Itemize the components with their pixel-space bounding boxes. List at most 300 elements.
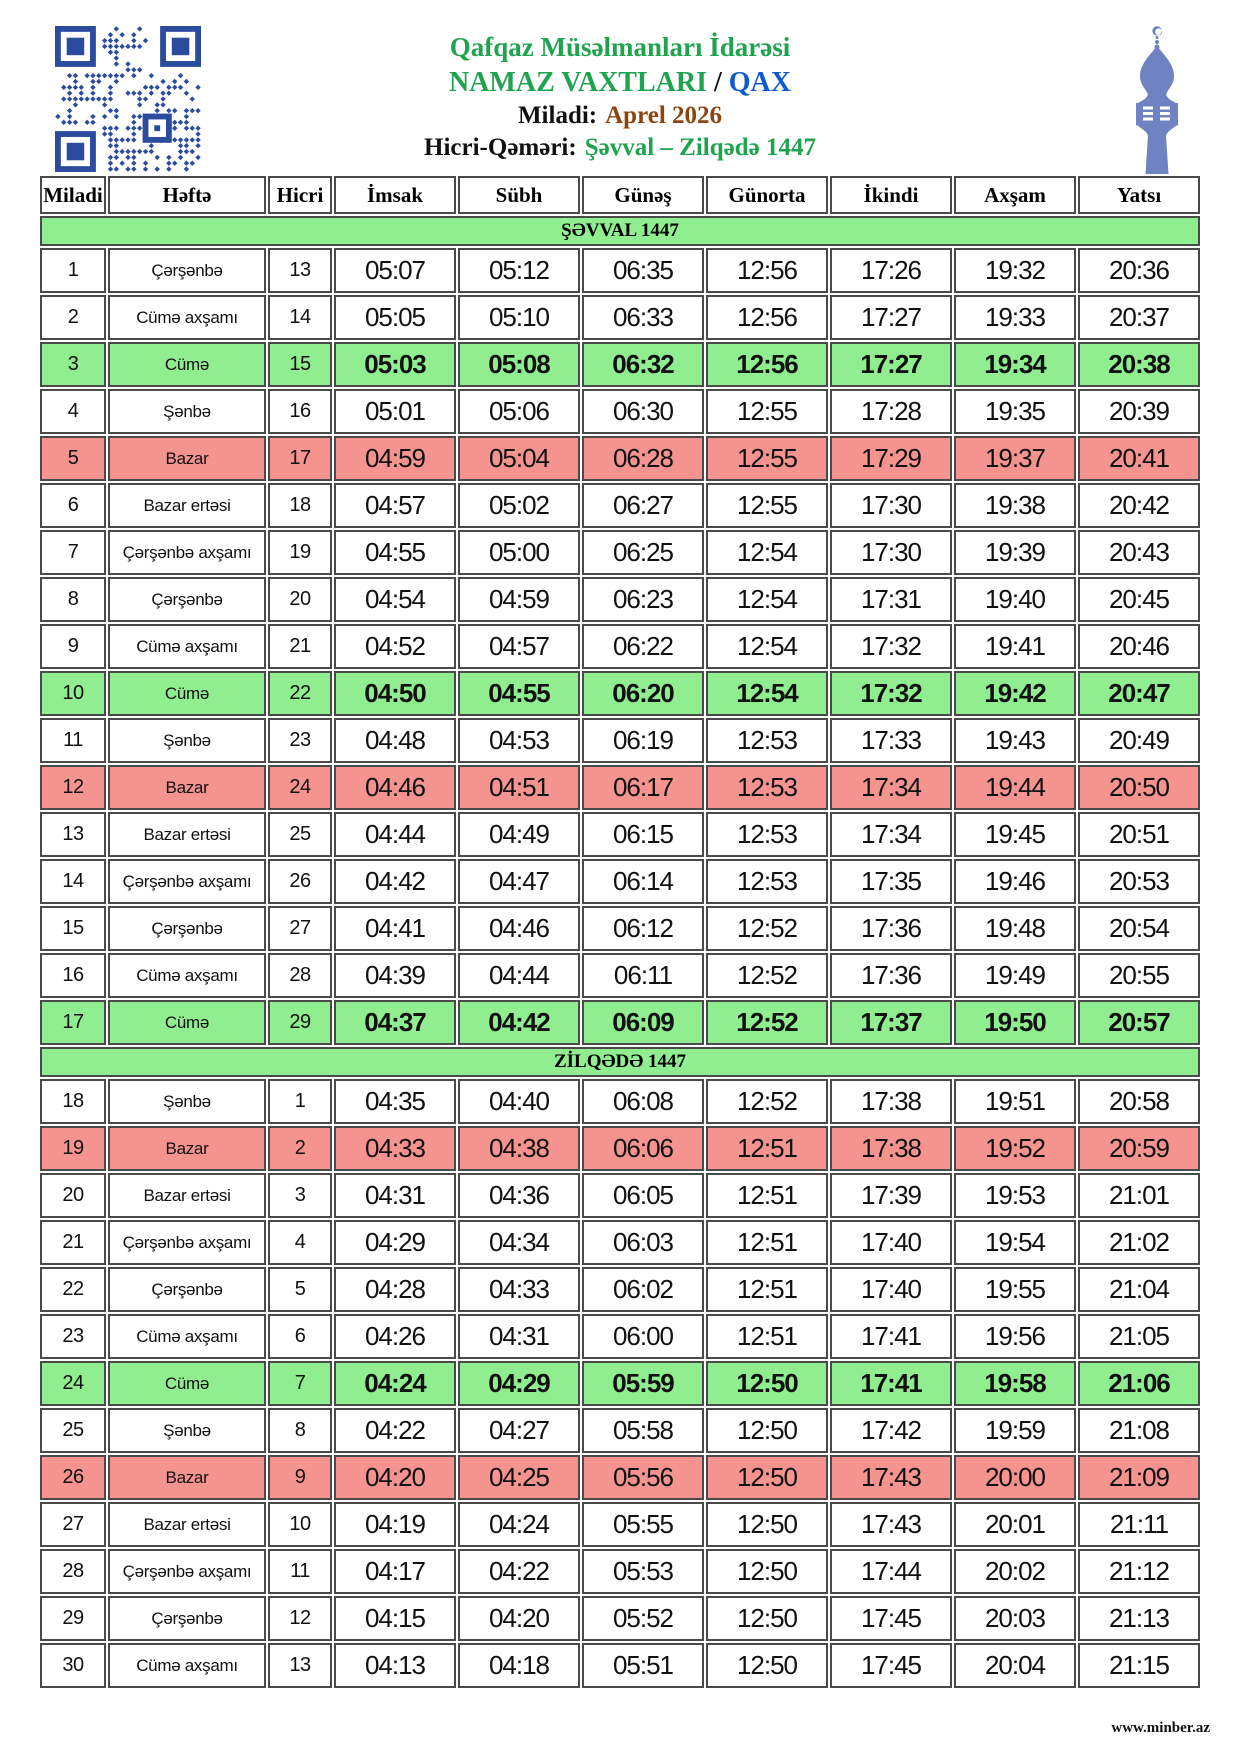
cell-hicri: 10 <box>268 1502 332 1547</box>
hicri-line <box>0 132 1240 164</box>
cell-miladi: 19 <box>40 1126 106 1171</box>
cell-imsak: 04:37 <box>334 1000 456 1045</box>
cell-ikindi: 17:28 <box>830 389 952 434</box>
cell-miladi: 10 <box>40 671 106 716</box>
miladi-value: Aprel 2026 <box>605 102 723 130</box>
cell-hefte: Şənbə <box>108 1408 266 1453</box>
header <box>0 0 1240 174</box>
cell-miladi: 15 <box>40 906 106 951</box>
cell-subh: 05:00 <box>458 530 580 575</box>
cell-miladi: 23 <box>40 1314 106 1359</box>
cell-hefte: Bazar ertəsi <box>108 812 266 857</box>
cell-gunorta: 12:53 <box>706 765 828 810</box>
cell-miladi: 21 <box>40 1220 106 1265</box>
cell-miladi: 9 <box>40 624 106 669</box>
cell-axsam: 19:35 <box>954 389 1076 434</box>
cell-subh: 04:33 <box>458 1267 580 1312</box>
table-row <box>40 342 1200 387</box>
cell-imsak: 04:59 <box>334 436 456 481</box>
cell-imsak: 04:42 <box>334 859 456 904</box>
cell-imsak: 04:19 <box>334 1502 456 1547</box>
cell-axsam: 19:56 <box>954 1314 1076 1359</box>
cell-miladi: 25 <box>40 1408 106 1453</box>
cell-axsam: 19:41 <box>954 624 1076 669</box>
cell-subh: 04:18 <box>458 1643 580 1688</box>
cell-ikindi: 17:43 <box>830 1455 952 1500</box>
cell-ikindi: 17:44 <box>830 1549 952 1594</box>
table-row <box>40 1267 1200 1312</box>
cell-yatsi: 20:42 <box>1078 483 1200 528</box>
cell-gunes: 06:23 <box>582 577 704 622</box>
cell-yatsi: 21:05 <box>1078 1314 1200 1359</box>
cell-gunorta: 12:54 <box>706 671 828 716</box>
column-header-yats-: Yatsı <box>1078 176 1200 214</box>
cell-hicri: 23 <box>268 718 332 763</box>
miladi-line <box>0 100 1240 132</box>
cell-ikindi: 17:41 <box>830 1361 952 1406</box>
cell-hicri: 17 <box>268 436 332 481</box>
cell-gunes: 06:20 <box>582 671 704 716</box>
column-header-ax-am: Axşam <box>954 176 1076 214</box>
cell-gunes: 06:35 <box>582 248 704 293</box>
cell-subh: 04:24 <box>458 1502 580 1547</box>
cell-imsak: 04:22 <box>334 1408 456 1453</box>
cell-hicri: 24 <box>268 765 332 810</box>
table-row <box>40 1314 1200 1359</box>
cell-imsak: 04:26 <box>334 1314 456 1359</box>
table-row <box>40 1549 1200 1594</box>
cell-yatsi: 20:53 <box>1078 859 1200 904</box>
cell-hicri: 26 <box>268 859 332 904</box>
table-row <box>40 1000 1200 1045</box>
cell-ikindi: 17:38 <box>830 1079 952 1124</box>
cell-yatsi: 20:50 <box>1078 765 1200 810</box>
cell-imsak: 04:57 <box>334 483 456 528</box>
cell-hicri: 3 <box>268 1173 332 1218</box>
cell-miladi: 22 <box>40 1267 106 1312</box>
table-row <box>40 953 1200 998</box>
cell-ikindi: 17:33 <box>830 718 952 763</box>
cell-axsam: 19:53 <box>954 1173 1076 1218</box>
title-separator: / <box>707 66 729 98</box>
cell-gunorta: 12:52 <box>706 1079 828 1124</box>
table-row <box>40 812 1200 857</box>
cell-axsam: 19:39 <box>954 530 1076 575</box>
table-row <box>40 1079 1200 1124</box>
cell-ikindi: 17:36 <box>830 906 952 951</box>
cell-imsak: 04:50 <box>334 671 456 716</box>
cell-imsak: 04:28 <box>334 1267 456 1312</box>
cell-imsak: 05:05 <box>334 295 456 340</box>
cell-imsak: 04:54 <box>334 577 456 622</box>
cell-gunes: 06:12 <box>582 906 704 951</box>
cell-yatsi: 20:38 <box>1078 342 1200 387</box>
cell-subh: 04:31 <box>458 1314 580 1359</box>
table-row <box>40 1643 1200 1688</box>
table-row <box>40 1173 1200 1218</box>
table-row <box>40 295 1200 340</box>
column-header-s-bh: Sübh <box>458 176 580 214</box>
cell-imsak: 04:31 <box>334 1173 456 1218</box>
cell-miladi: 12 <box>40 765 106 810</box>
cell-subh: 04:59 <box>458 577 580 622</box>
cell-miladi: 4 <box>40 389 106 434</box>
cell-yatsi: 20:51 <box>1078 812 1200 857</box>
cell-axsam: 19:46 <box>954 859 1076 904</box>
cell-subh: 05:12 <box>458 248 580 293</box>
cell-ikindi: 17:34 <box>830 765 952 810</box>
cell-axsam: 19:59 <box>954 1408 1076 1453</box>
cell-gunes: 06:15 <box>582 812 704 857</box>
cell-imsak: 05:07 <box>334 248 456 293</box>
cell-ikindi: 17:37 <box>830 1000 952 1045</box>
cell-axsam: 19:48 <box>954 906 1076 951</box>
cell-axsam: 19:33 <box>954 295 1076 340</box>
cell-yatsi: 21:06 <box>1078 1361 1200 1406</box>
cell-hefte: Cümə <box>108 1000 266 1045</box>
cell-hefte: Çərşənbə <box>108 906 266 951</box>
cell-hefte: Cümə axşamı <box>108 624 266 669</box>
column-header-miladi: Miladi <box>40 176 106 214</box>
cell-hicri: 19 <box>268 530 332 575</box>
cell-miladi: 14 <box>40 859 106 904</box>
cell-axsam: 19:38 <box>954 483 1076 528</box>
hicri-label: Hicri-Qəməri: <box>424 134 577 162</box>
cell-ikindi: 17:38 <box>830 1126 952 1171</box>
cell-hefte: Çərşənbə axşamı <box>108 1549 266 1594</box>
cell-hicri: 14 <box>268 295 332 340</box>
cell-gunorta: 12:52 <box>706 906 828 951</box>
cell-axsam: 19:40 <box>954 577 1076 622</box>
table-row <box>40 1126 1200 1171</box>
cell-ikindi: 17:40 <box>830 1220 952 1265</box>
cell-hicri: 25 <box>268 812 332 857</box>
cell-gunorta: 12:55 <box>706 483 828 528</box>
cell-gunorta: 12:50 <box>706 1596 828 1641</box>
cell-gunorta: 12:52 <box>706 1000 828 1045</box>
title-city: QAX <box>728 66 792 98</box>
cell-subh: 04:25 <box>458 1455 580 1500</box>
cell-subh: 04:49 <box>458 812 580 857</box>
cell-subh: 04:46 <box>458 906 580 951</box>
cell-ikindi: 17:29 <box>830 436 952 481</box>
cell-miladi: 8 <box>40 577 106 622</box>
cell-imsak: 04:33 <box>334 1126 456 1171</box>
cell-hicri: 8 <box>268 1408 332 1453</box>
cell-subh: 04:27 <box>458 1408 580 1453</box>
cell-gunorta: 12:53 <box>706 718 828 763</box>
cell-yatsi: 20:55 <box>1078 953 1200 998</box>
cell-gunes: 06:33 <box>582 295 704 340</box>
cell-gunes: 06:03 <box>582 1220 704 1265</box>
cell-miladi: 16 <box>40 953 106 998</box>
cell-imsak: 04:17 <box>334 1549 456 1594</box>
cell-subh: 05:02 <box>458 483 580 528</box>
cell-imsak: 04:20 <box>334 1455 456 1500</box>
cell-yatsi: 20:54 <box>1078 906 1200 951</box>
cell-subh: 04:47 <box>458 859 580 904</box>
cell-ikindi: 17:45 <box>830 1596 952 1641</box>
cell-gunes: 05:56 <box>582 1455 704 1500</box>
cell-gunorta: 12:54 <box>706 577 828 622</box>
cell-subh: 04:22 <box>458 1549 580 1594</box>
cell-yatsi: 20:59 <box>1078 1126 1200 1171</box>
cell-ikindi: 17:27 <box>830 342 952 387</box>
cell-axsam: 20:02 <box>954 1549 1076 1594</box>
cell-hefte: Cümə axşamı <box>108 953 266 998</box>
cell-gunes: 06:09 <box>582 1000 704 1045</box>
cell-hefte: Çərşənbə axşamı <box>108 1220 266 1265</box>
cell-gunorta: 12:51 <box>706 1314 828 1359</box>
cell-hicri: 27 <box>268 906 332 951</box>
table-row <box>40 1220 1200 1265</box>
cell-gunorta: 12:51 <box>706 1126 828 1171</box>
miladi-label: Miladi: <box>517 102 598 130</box>
cell-hicri: 1 <box>268 1079 332 1124</box>
cell-hefte: Şənbə <box>108 1079 266 1124</box>
cell-yatsi: 20:49 <box>1078 718 1200 763</box>
cell-hefte: Bazar <box>108 1455 266 1500</box>
cell-yatsi: 20:47 <box>1078 671 1200 716</box>
cell-hefte: Bazar ertəsi <box>108 1502 266 1547</box>
cell-imsak: 04:15 <box>334 1596 456 1641</box>
table-row <box>40 859 1200 904</box>
cell-hefte: Şənbə <box>108 718 266 763</box>
cell-yatsi: 21:13 <box>1078 1596 1200 1641</box>
cell-gunes: 06:06 <box>582 1126 704 1171</box>
cell-subh: 05:04 <box>458 436 580 481</box>
cell-gunes: 05:52 <box>582 1596 704 1641</box>
cell-hefte: Çərşənbə <box>108 1596 266 1641</box>
column-header-i-kindi: İkindi <box>830 176 952 214</box>
cell-miladi: 1 <box>40 248 106 293</box>
column-header-h-ft-: Həftə <box>108 176 266 214</box>
cell-axsam: 19:54 <box>954 1220 1076 1265</box>
cell-ikindi: 17:40 <box>830 1267 952 1312</box>
table-row <box>40 1502 1200 1547</box>
cell-axsam: 19:50 <box>954 1000 1076 1045</box>
cell-axsam: 19:42 <box>954 671 1076 716</box>
title-namaz: NAMAZ VAXTLARI <box>448 66 707 98</box>
cell-imsak: 05:03 <box>334 342 456 387</box>
cell-gunes: 05:53 <box>582 1549 704 1594</box>
cell-gunorta: 12:56 <box>706 295 828 340</box>
cell-hicri: 2 <box>268 1126 332 1171</box>
cell-axsam: 19:58 <box>954 1361 1076 1406</box>
cell-ikindi: 17:45 <box>830 1643 952 1688</box>
cell-subh: 05:08 <box>458 342 580 387</box>
cell-hefte: Çərşənbə axşamı <box>108 859 266 904</box>
prayer-times-table <box>38 174 1202 1690</box>
cell-hicri: 22 <box>268 671 332 716</box>
cell-yatsi: 20:39 <box>1078 389 1200 434</box>
organization-title: Qafqaz Müsəlmanları İdarəsi <box>449 32 791 62</box>
cell-subh: 04:51 <box>458 765 580 810</box>
cell-gunes: 06:14 <box>582 859 704 904</box>
cell-gunes: 06:05 <box>582 1173 704 1218</box>
cell-gunes: 06:30 <box>582 389 704 434</box>
cell-hefte: Çərşənbə <box>108 248 266 293</box>
cell-gunorta: 12:50 <box>706 1549 828 1594</box>
cell-hicri: 28 <box>268 953 332 998</box>
cell-subh: 04:20 <box>458 1596 580 1641</box>
cell-hicri: 13 <box>268 248 332 293</box>
table-row <box>40 1408 1200 1453</box>
cell-axsam: 19:55 <box>954 1267 1076 1312</box>
cell-miladi: 27 <box>40 1502 106 1547</box>
cell-miladi: 26 <box>40 1455 106 1500</box>
cell-ikindi: 17:36 <box>830 953 952 998</box>
cell-axsam: 19:45 <box>954 812 1076 857</box>
cell-hefte: Cümə <box>108 342 266 387</box>
cell-miladi: 7 <box>40 530 106 575</box>
cell-imsak: 04:13 <box>334 1643 456 1688</box>
cell-gunorta: 12:54 <box>706 530 828 575</box>
cell-ikindi: 17:34 <box>830 812 952 857</box>
cell-yatsi: 21:02 <box>1078 1220 1200 1265</box>
cell-imsak: 04:35 <box>334 1079 456 1124</box>
minaret-svg <box>1126 24 1188 174</box>
cell-hefte: Cümə axşamı <box>108 1314 266 1359</box>
cell-yatsi: 21:11 <box>1078 1502 1200 1547</box>
cell-hefte: Bazar ertəsi <box>108 1173 266 1218</box>
cell-subh: 04:42 <box>458 1000 580 1045</box>
cell-hefte: Cümə <box>108 671 266 716</box>
cell-gunes: 06:11 <box>582 953 704 998</box>
cell-subh: 04:29 <box>458 1361 580 1406</box>
cell-miladi: 30 <box>40 1643 106 1688</box>
cell-gunorta: 12:51 <box>706 1220 828 1265</box>
cell-yatsi: 21:08 <box>1078 1408 1200 1453</box>
table-row <box>40 624 1200 669</box>
cell-hefte: Çərşənbə <box>108 1267 266 1312</box>
cell-gunes: 06:27 <box>582 483 704 528</box>
cell-gunes: 06:02 <box>582 1267 704 1312</box>
cell-yatsi: 21:01 <box>1078 1173 1200 1218</box>
column-header-i-msak: İmsak <box>334 176 456 214</box>
cell-axsam: 20:00 <box>954 1455 1076 1500</box>
cell-miladi: 13 <box>40 812 106 857</box>
cell-hicri: 15 <box>268 342 332 387</box>
cell-gunorta: 12:50 <box>706 1455 828 1500</box>
table-row <box>40 436 1200 481</box>
cell-gunes: 05:51 <box>582 1643 704 1688</box>
cell-ikindi: 17:31 <box>830 577 952 622</box>
cell-yatsi: 20:37 <box>1078 295 1200 340</box>
cell-axsam: 19:37 <box>954 436 1076 481</box>
cell-yatsi: 21:15 <box>1078 1643 1200 1688</box>
cell-miladi: 18 <box>40 1079 106 1124</box>
column-header-g-norta: Günorta <box>706 176 828 214</box>
cell-hicri: 16 <box>268 389 332 434</box>
cell-miladi: 28 <box>40 1549 106 1594</box>
cell-axsam: 19:44 <box>954 765 1076 810</box>
minaret-icon <box>1126 24 1188 174</box>
cell-gunes: 06:28 <box>582 436 704 481</box>
table-row <box>40 1455 1200 1500</box>
cell-ikindi: 17:42 <box>830 1408 952 1453</box>
table-row <box>40 1361 1200 1406</box>
cell-imsak: 04:52 <box>334 624 456 669</box>
cell-gunorta: 12:53 <box>706 812 828 857</box>
cell-yatsi: 20:58 <box>1078 1079 1200 1124</box>
cell-imsak: 04:29 <box>334 1220 456 1265</box>
cell-ikindi: 17:27 <box>830 295 952 340</box>
hicri-value: Şəvval – Zilqədə 1447 <box>584 134 816 162</box>
cell-hefte: Bazar <box>108 1126 266 1171</box>
cell-ikindi: 17:35 <box>830 859 952 904</box>
cell-subh: 05:06 <box>458 389 580 434</box>
cell-hefte: Bazar <box>108 436 266 481</box>
cell-imsak: 04:44 <box>334 812 456 857</box>
cell-subh: 04:55 <box>458 671 580 716</box>
cell-imsak: 04:55 <box>334 530 456 575</box>
cell-yatsi: 21:09 <box>1078 1455 1200 1500</box>
cell-miladi: 20 <box>40 1173 106 1218</box>
cell-axsam: 19:51 <box>954 1079 1076 1124</box>
cell-hefte: Şənbə <box>108 389 266 434</box>
table-row <box>40 765 1200 810</box>
cell-miladi: 29 <box>40 1596 106 1641</box>
cell-hicri: 7 <box>268 1361 332 1406</box>
cell-miladi: 6 <box>40 483 106 528</box>
cell-axsam: 19:49 <box>954 953 1076 998</box>
cell-hicri: 13 <box>268 1643 332 1688</box>
cell-ikindi: 17:32 <box>830 624 952 669</box>
cell-yatsi: 20:41 <box>1078 436 1200 481</box>
cell-gunorta: 12:50 <box>706 1502 828 1547</box>
cell-gunes: 06:32 <box>582 342 704 387</box>
cell-yatsi: 20:46 <box>1078 624 1200 669</box>
page-title <box>0 65 1240 101</box>
cell-hefte: Cümə <box>108 1361 266 1406</box>
cell-hicri: 5 <box>268 1267 332 1312</box>
cell-gunes: 06:08 <box>582 1079 704 1124</box>
cell-gunes: 06:17 <box>582 765 704 810</box>
cell-yatsi: 20:45 <box>1078 577 1200 622</box>
cell-ikindi: 17:43 <box>830 1502 952 1547</box>
cell-subh: 04:53 <box>458 718 580 763</box>
cell-gunes: 06:25 <box>582 530 704 575</box>
column-header-g-n-: Günəş <box>582 176 704 214</box>
cell-gunes: 06:19 <box>582 718 704 763</box>
cell-gunorta: 12:50 <box>706 1643 828 1688</box>
cell-yatsi: 20:57 <box>1078 1000 1200 1045</box>
cell-gunorta: 12:55 <box>706 389 828 434</box>
section-header: ZİLQƏDƏ 1447 <box>40 1047 1200 1077</box>
cell-imsak: 04:41 <box>334 906 456 951</box>
column-header-row <box>40 176 1200 214</box>
cell-imsak: 04:39 <box>334 953 456 998</box>
cell-hicri: 12 <box>268 1596 332 1641</box>
cell-yatsi: 20:43 <box>1078 530 1200 575</box>
cell-gunes: 06:00 <box>582 1314 704 1359</box>
cell-gunes: 05:58 <box>582 1408 704 1453</box>
cell-subh: 05:10 <box>458 295 580 340</box>
cell-hicri: 4 <box>268 1220 332 1265</box>
cell-axsam: 19:32 <box>954 248 1076 293</box>
cell-axsam: 20:01 <box>954 1502 1076 1547</box>
cell-hicri: 29 <box>268 1000 332 1045</box>
website-text: www.minber.az <box>1111 1720 1210 1736</box>
cell-yatsi: 21:12 <box>1078 1549 1200 1594</box>
cell-gunorta: 12:55 <box>706 436 828 481</box>
cell-hefte: Çərşənbə <box>108 577 266 622</box>
cell-miladi: 11 <box>40 718 106 763</box>
cell-gunes: 06:22 <box>582 624 704 669</box>
cell-miladi: 2 <box>40 295 106 340</box>
section-row <box>40 216 1200 246</box>
